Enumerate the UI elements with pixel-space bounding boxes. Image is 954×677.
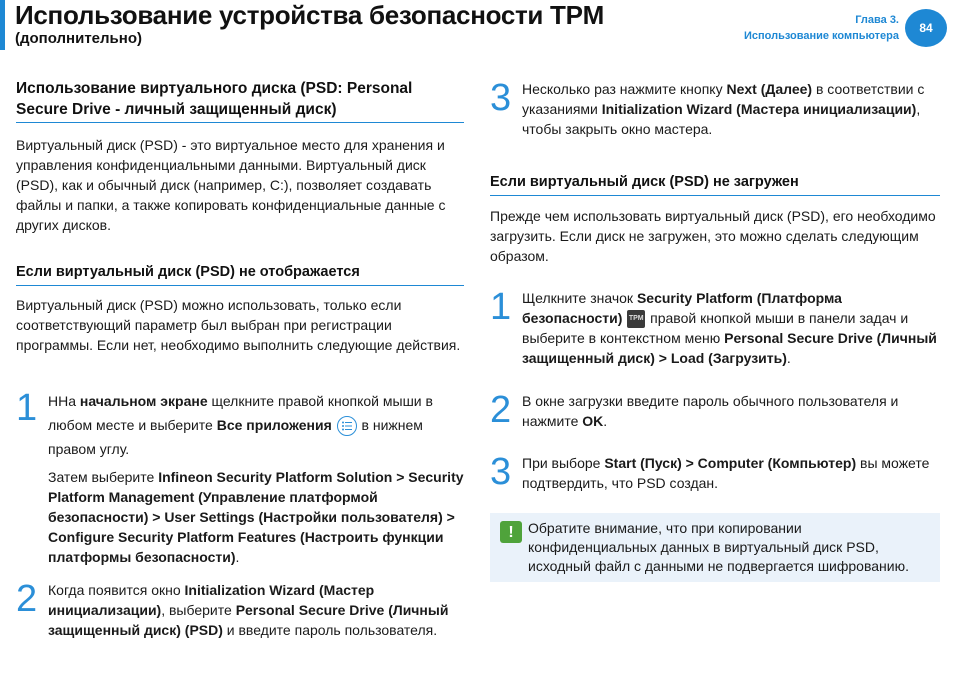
header-accent-bar bbox=[0, 0, 5, 50]
step-number: 3 bbox=[490, 77, 512, 119]
right-step-1 bbox=[490, 288, 940, 368]
chapter-label bbox=[744, 12, 899, 44]
page-title: Использование устройства безопасности TPM bbox=[15, 0, 605, 30]
step-text: Щелкните значок Security Platform (Платформа безопасности) TPM правой кнопкой мыши в панели задач и выберите в контекстном меню Personal Secure Drive (Личный защищенный диск) > Load (Загрузить). bbox=[522, 290, 937, 367]
step-number: 3 bbox=[490, 451, 512, 493]
note-box bbox=[490, 513, 940, 582]
step-number: 2 bbox=[490, 389, 512, 431]
page-subtitle: (дополнительно) bbox=[15, 30, 142, 47]
subsection-title-not-shown: Если виртуальный диск (PSD) не отображается bbox=[16, 262, 464, 286]
right-step-3-init bbox=[490, 79, 940, 139]
step-text-continued: Затем выберите Infineon Security Platform Solution > Security Platform Management (Управление платформой безопасности) > User Settings (Настройки пользователя) > Configure Security Platform Features (Настроить функции платформы безопасности). bbox=[48, 469, 464, 565]
tpm-icon: TPM bbox=[627, 310, 645, 328]
psd-intro: Виртуальный диск (PSD) - это виртуальное место для хранения и управления конфиденциальными данными. Виртуальный диск (PSD), как и обычный диск (например, C:), позволяет создавать файлы и папки, а также копировать конфиденциальные данные с других дисков. bbox=[16, 137, 446, 233]
not-loaded-intro: Прежде чем использовать виртуальный диск (PSD), его необходимо загрузить. Если диск не загружен, это можно сделать следующим образом. bbox=[490, 208, 936, 264]
step-number: 1 bbox=[16, 387, 38, 429]
step-text: В окне загрузки введите пароль обычного пользователя и нажмите OK. bbox=[522, 393, 899, 429]
section-title-psd: Использование виртуального диска (PSD: Personal Secure Drive - личный защищенный диск) bbox=[16, 78, 464, 123]
step-number: 2 bbox=[16, 578, 38, 620]
note-text: Обратите внимание, что при копировании конфиденциальных данных в виртуальный диск PSD, исходный файл с данными не подвергается шифрованию. bbox=[528, 520, 909, 574]
page-number-badge: 84 bbox=[905, 9, 947, 47]
subsection-title-not-loaded: Если виртуальный диск (PSD) не загружен bbox=[490, 172, 940, 196]
chapter-number: Глава 3. bbox=[855, 14, 899, 26]
left-step-1 bbox=[16, 389, 464, 567]
step-number: 1 bbox=[490, 286, 512, 328]
step-text: Несколько раз нажмите кнопку Next (Далее) в соответствии с указаниями Initialization Wizard (Мастера инициализации), чтобы закрыть окно мастера. bbox=[522, 81, 925, 137]
not-shown-intro: Виртуальный диск (PSD) можно использовать, только если соответствующий параметр был выбран при регистрации программы. Если нет, необходимо выполнить следующие действия. bbox=[16, 297, 461, 353]
all-apps-icon bbox=[337, 416, 357, 436]
chapter-name: Использование компьютера bbox=[743, 30, 899, 42]
step-text: ННа начальном экране щелкните правой кнопкой мыши в любом месте и выберите Все приложения в нижнем правом углу. bbox=[48, 393, 433, 457]
step-text: Когда появится окно Initialization Wizard (Мастер инициализации), выберите Personal Secure Drive (Личный защищенный диск) (PSD) и введите пароль пользователя. bbox=[48, 582, 449, 638]
exclamation-icon: ! bbox=[500, 521, 522, 543]
step-text: При выборе Start (Пуск) > Computer (Компьютер) вы можете подтвердить, что PSD создан. bbox=[522, 455, 930, 491]
right-step-3 bbox=[490, 453, 940, 493]
left-step-2 bbox=[16, 580, 464, 640]
right-step-2 bbox=[490, 391, 940, 431]
